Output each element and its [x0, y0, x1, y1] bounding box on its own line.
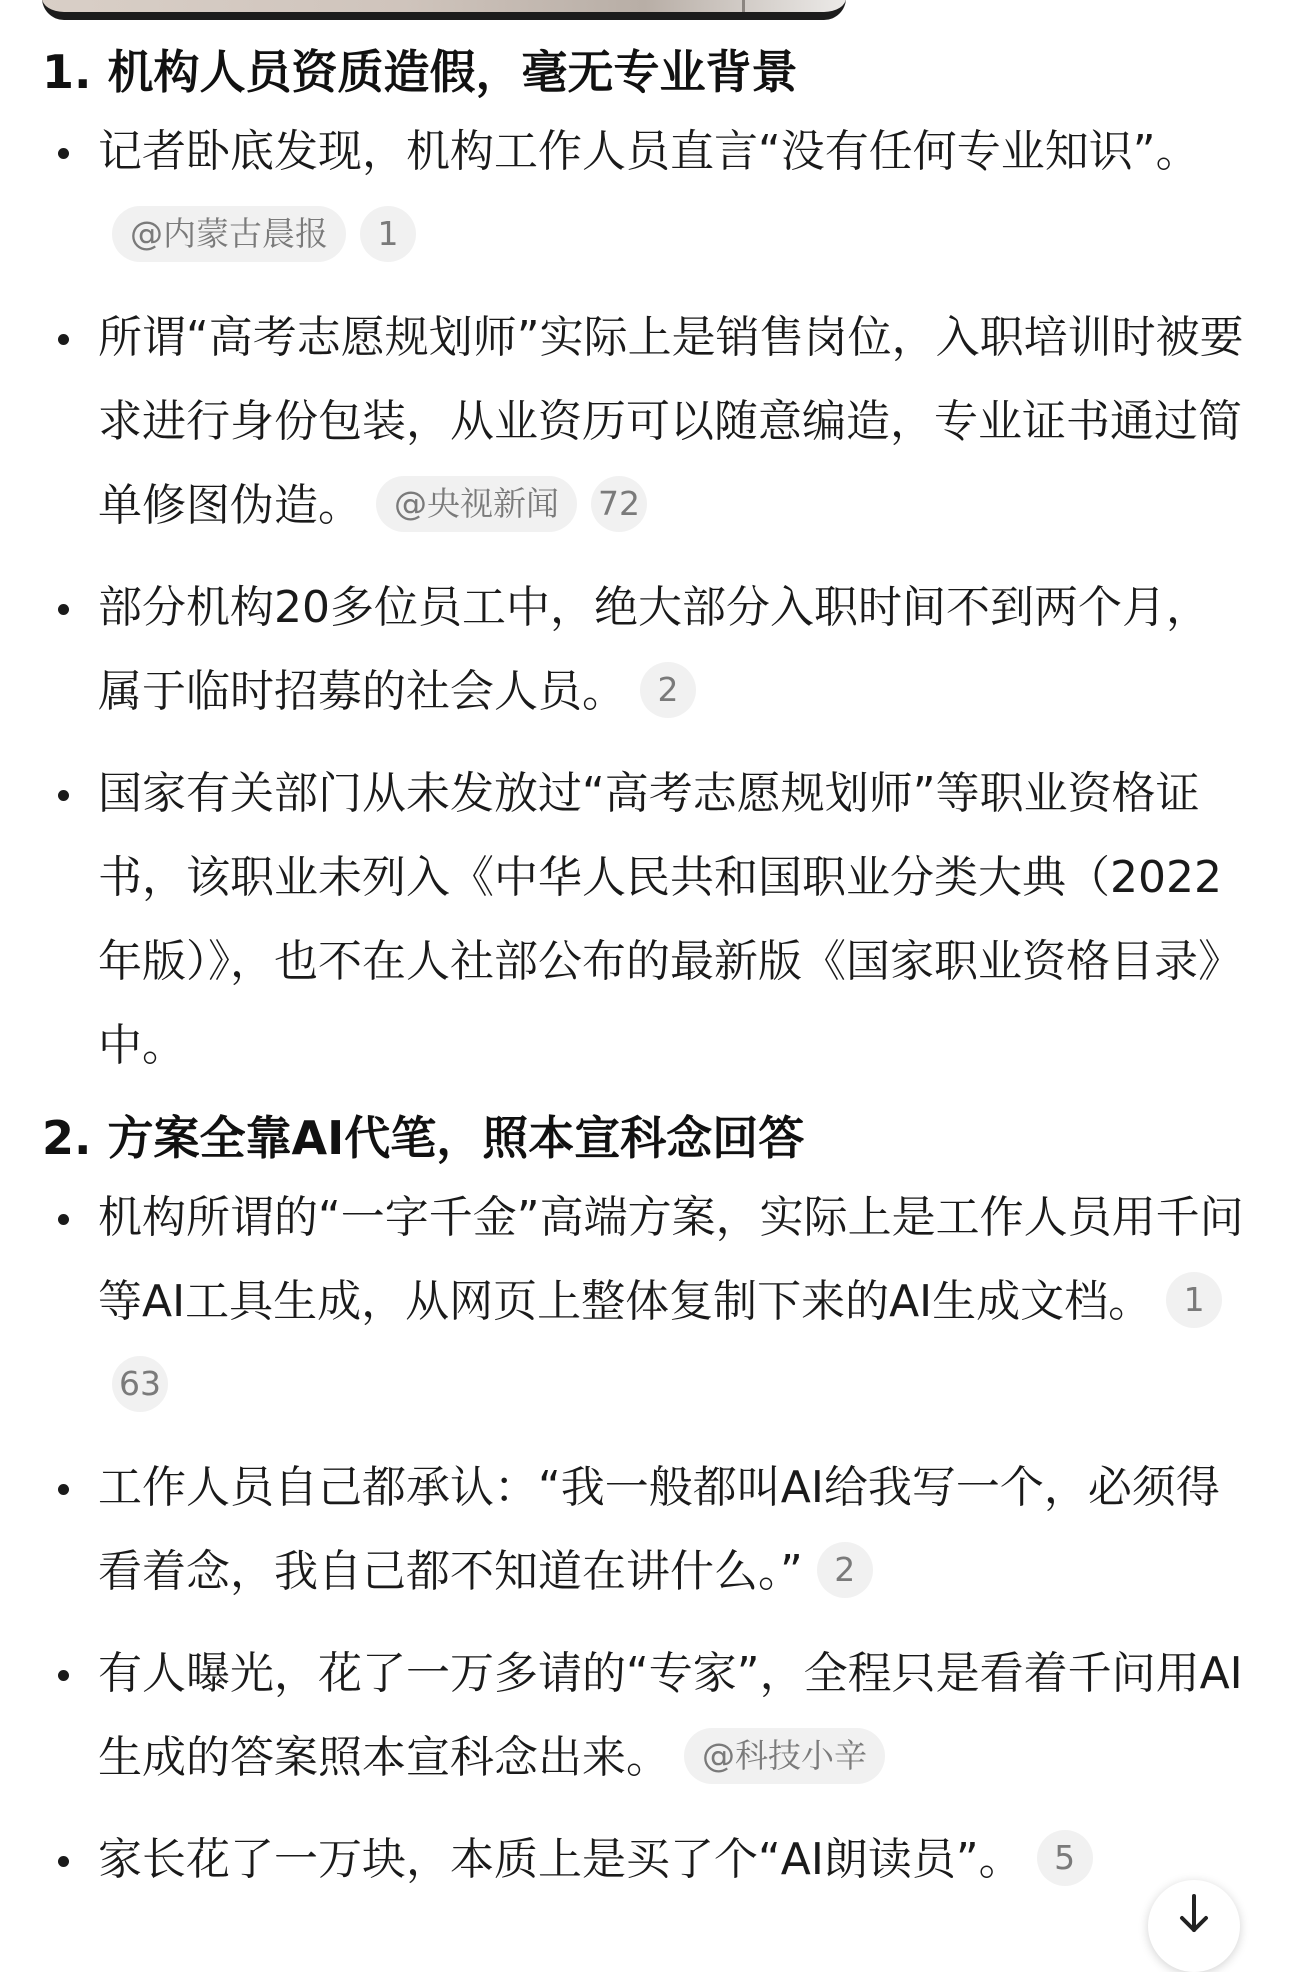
item-text: 有人曝光，花了一万多请的“专家”，全程只是看着千问用AI生成的答案照本宣科念出来。 [98, 1648, 1243, 1783]
citation-chip[interactable]: 72 [591, 476, 647, 532]
citation-chip[interactable]: 63 [112, 1356, 168, 1412]
citation-chip[interactable]: 1 [1166, 1272, 1222, 1328]
list-item [42, 1818, 1252, 1902]
list-item [42, 1446, 1252, 1614]
answer-content [42, 40, 1252, 1920]
item-text: 家长花了一万块，本质上是买了个“AI朗读员”。 [98, 1834, 1023, 1885]
section-2 [42, 1106, 1252, 1902]
top-image-fragment [42, 0, 846, 20]
source-chip[interactable]: @央视新闻 [376, 476, 577, 532]
citation-chip[interactable]: 2 [640, 662, 696, 718]
scroll-down-button[interactable] [1148, 1880, 1240, 1972]
citation-chip[interactable]: 2 [817, 1542, 873, 1598]
source-chip[interactable]: @内蒙古晨报 [112, 206, 346, 262]
list-item [42, 1176, 1252, 1428]
list-item [42, 1632, 1252, 1800]
item-text: 工作人员自己都承认：“我一般都叫AI给我写一个，必须得看着念，我自己都不知道在讲什么。” [98, 1462, 1220, 1597]
item-text: 记者卧底发现，机构工作人员直言“没有任何专业知识”。 [98, 126, 1200, 177]
section-title: 2. 方案全靠AI代笔，照本宣科念回答 [42, 1111, 805, 1165]
list-item [42, 296, 1252, 548]
list-item [42, 752, 1252, 1088]
list-item [42, 110, 1252, 278]
list-item [42, 566, 1252, 734]
source-chip[interactable]: @科技小辛 [684, 1728, 885, 1784]
item-text: 国家有关部门从未发放过“高考志愿规划师”等职业资格证书，该职业未列入《中华人民共和国职业分类大典（2022年版）》，也不在人社部公布的最新版《国家职业资格目录》中。 [98, 768, 1242, 1071]
section-1 [42, 40, 1252, 1088]
image-edge [742, 0, 745, 12]
item-text: 所谓“高考志愿规划师”实际上是销售岗位，入职培训时被要求进行身份包装，从业资历可以随意编造，专业证书通过简单修图伪造。 [98, 312, 1244, 531]
citation-chip[interactable]: 5 [1037, 1830, 1093, 1886]
citation-chip[interactable]: 1 [360, 206, 416, 262]
bullet-list [42, 1176, 1252, 1902]
item-text: 机构所谓的“一字千金”高端方案，实际上是工作人员用千问等AI工具生成，从网页上整体复制下来的AI生成文档。 [98, 1192, 1244, 1327]
arrow-down-icon [1178, 1894, 1210, 1934]
section-title: 1. 机构人员资质造假，毫无专业背景 [42, 45, 798, 99]
bullet-list [42, 110, 1252, 1088]
item-text: 部分机构20多位员工中，绝大部分入职时间不到两个月，属于临时招募的社会人员。 [98, 582, 1210, 717]
